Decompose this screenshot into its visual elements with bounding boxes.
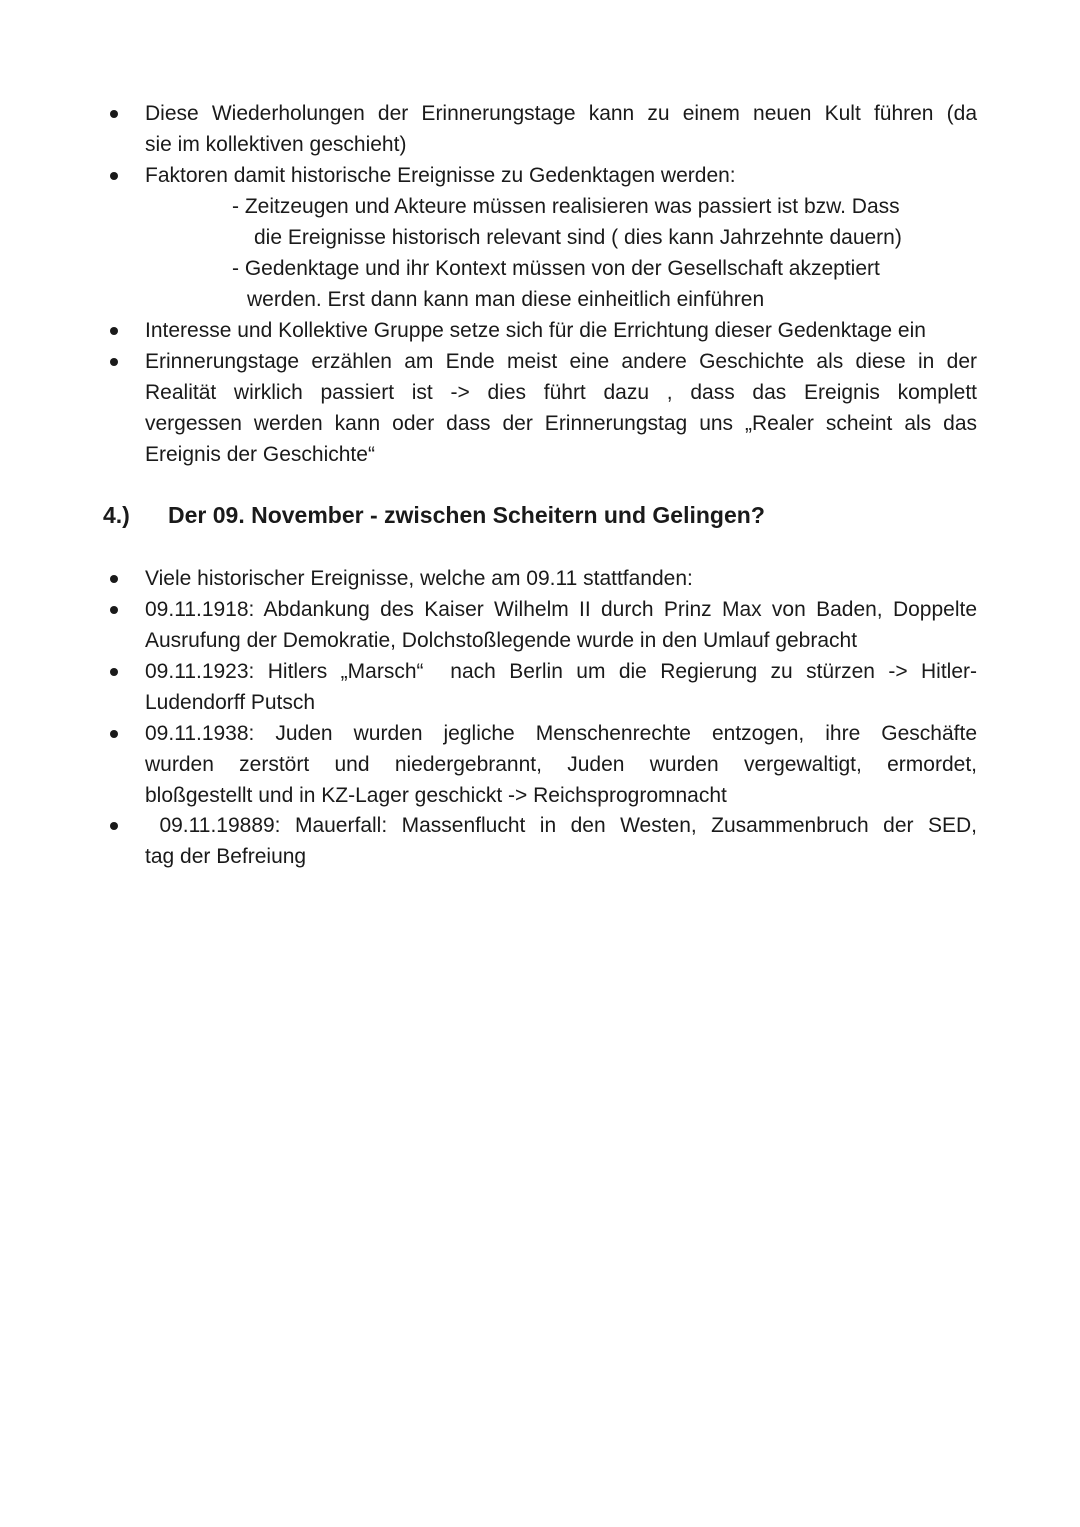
sub-item [247,284,764,315]
text-line: Diese Wiederholungen der Erinnerungstage kann zu einem neuen Kult führen (da [145,102,977,125]
text-line: Erinnerungstage erzählen am Ende meist eine andere Geschichte als diese in der [145,350,977,373]
text-line: sie im kollektiven geschieht) [145,133,407,156]
text-line: wurden zerstört und niedergebrannt, Juden wurden vergewaltigt, ermordet, [145,753,977,776]
bullet-text [145,315,977,346]
text-line: bloßgestellt und in KZ-Lager geschickt -> Reichsprogromnacht [145,784,727,807]
bullet-text [145,563,977,594]
text-line: 09.11.1923: Hitlers „Marsch“ nach Berlin um die Regierung zu stürzen -> Hitler- [145,660,977,683]
text-line: Realität wirklich passiert ist -> dies führt dazu , dass das Ereignis komplett [145,381,977,404]
bullet-dot [110,730,118,738]
section-number: 4.) [103,502,130,528]
text-line: Ausrufung der Demokratie, Dolchstoßlegende wurde in den Umlauf gebracht [145,629,858,652]
text-line: vergessen werden kann oder dass der Erinnerungstag uns „Realer scheint als das [145,412,977,435]
text-line: die Ereignisse historisch relevant sind ( dies kann Jahrzehnte dauern) [254,226,902,249]
sub-item [232,191,900,222]
section-title: Der 09. November - zwischen Scheitern und Gelingen? [168,502,765,528]
bullet-dot [110,172,118,180]
sub-item [232,253,880,284]
text-line: Interesse und Kollektive Gruppe setze sich für die Errichtung dieser Gedenktage ein [145,319,926,342]
text-line: tag der Befreiung [145,845,307,868]
bullet-dot [110,822,118,830]
text-line: Faktoren damit historische Ereignisse zu Gedenktagen werden: [145,164,736,187]
text-line: 09.11.1918: Abdankung des Kaiser Wilhelm II durch Prinz Max von Baden, Doppelte [145,598,977,621]
bullet-dot [110,606,118,614]
bullet-dot [110,575,118,583]
bullet-text [145,98,977,160]
text-line: Viele historischer Ereignisse, welche am 09.11 stattfanden: [145,567,693,590]
bullet-text [145,346,977,470]
text-line: Ereignis der Geschichte“ [145,443,375,466]
bullet-dot [110,358,118,366]
bullet-text [145,160,977,191]
text-line: - Gedenktage und ihr Kontext müssen von der Gesellschaft akzeptiert [232,257,880,280]
bullet-dot [110,668,118,676]
bullet-dot [110,110,118,118]
bullet-text [145,718,977,811]
bullet-text [145,594,977,656]
text-line: - Zeitzeugen und Akteure müssen realisieren was passiert ist bzw. Dass [232,195,900,218]
text-line: Ludendorff Putsch [145,691,316,714]
bullet-text [145,810,977,872]
bullet-dot [110,327,118,335]
bullet-text [145,656,977,718]
text-line: werden. Erst dann kann man diese einheitlich einführen [247,288,765,311]
text-line: 09.11.1938: Juden wurden jegliche Menschenrechte entzogen, ihre Geschäfte [145,722,977,745]
sub-item [254,222,902,253]
text-line: 09.11.19889: Mauerfall: Massenflucht in den Westen, Zusammenbruch der SED, [145,814,977,837]
